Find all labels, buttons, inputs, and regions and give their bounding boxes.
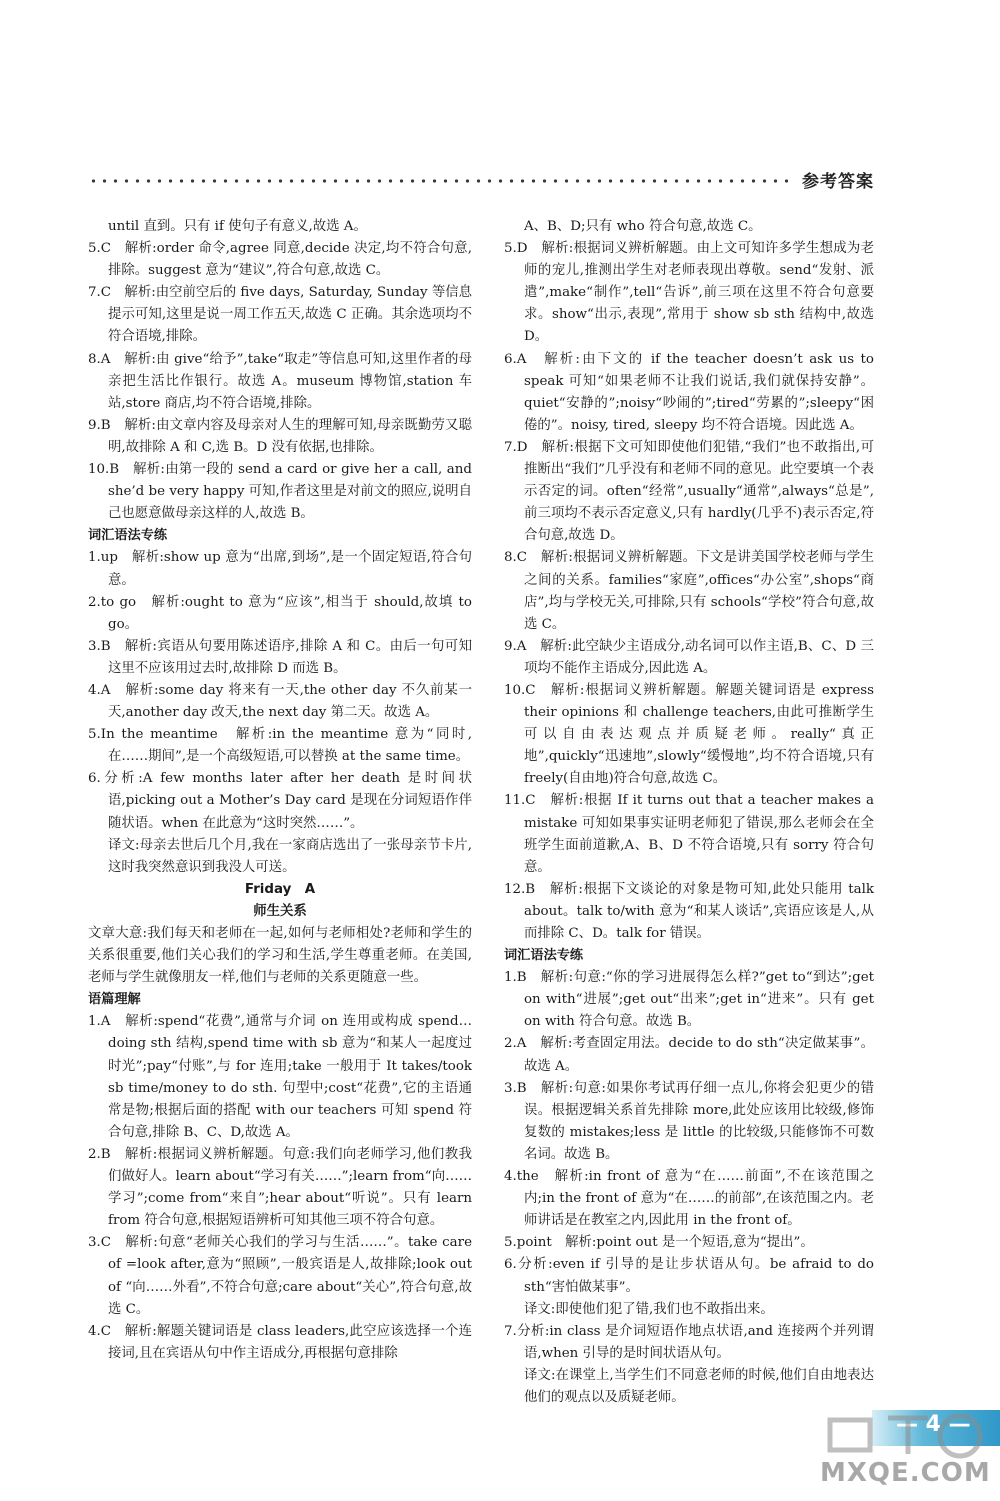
- answer-paragraph: 文章大意:我们每天和老师在一起,如何与老师相处?老师和学生的关系很重要,他们关心我们的学习和生活,学生尊重老师。在美国,老师与学生就像朋友一样,他们与老师的关系更随意一些。: [88, 926, 472, 986]
- centered-heading: 师生关系: [253, 903, 307, 919]
- header-title: 参考答案: [802, 172, 874, 192]
- answer-paragraph: 2.B 解析:根据词义辨析解题。句意:我们向老师学习,他们教我们做好人。learn about“学习有关……”;learn from“向……学习”;come from“来自”;hear about“听说”。只有 learn from 符合句意,根据短语辨析可知其他三项不符合句意。: [88, 1146, 472, 1229]
- header-dotted-rule: [88, 177, 788, 185]
- answer-paragraph: 1.up 解析:show up 意为“出席,到场”,是一个固定短语,符合句意。: [88, 550, 472, 588]
- answer-paragraph: 9.A 解析:此空缺少主语成分,动名词可以作主语,B、C、D 三项均不能作主语成分,因此选 A。: [504, 638, 874, 676]
- answer-paragraph: 2.A 解析:考查固定用法。decide to do sth“决定做某事”。故选 A。: [504, 1036, 874, 1074]
- page-number: — 4 —: [896, 1412, 971, 1437]
- answer-paragraph: 5.C 解析:order 命令,agree 同意,decide 决定,均不符合句意,排除。suggest 意为“建议”,符合句意,故选 C。: [88, 241, 472, 279]
- section-heading: 词汇语法专练: [88, 528, 168, 544]
- answer-paragraph: 3.B 解析:句意:如果你考试再仔细一点儿,你将会犯更少的错误。根据逻辑关系首先排除 more,此处应该用比较级,修饰复数的 mistakes;less 是 little 的比较级,只能修饰不可数名词。故选 B。: [504, 1080, 874, 1162]
- right-column: [504, 216, 874, 1409]
- answer-paragraph: 6.分析:even if 引导的是让步状语从句。be afraid to do sth“害怕做某事”。: [504, 1257, 874, 1295]
- answer-paragraph: 10.C 解析:根据词义辨析解题。解题关键词语是 express their opinions 和 challenge teachers,由此可推断学生可以自由表达观点并质疑老师。really“真正地”,quickly“迅速地”,slowly“缓慢地”,均不符合语境,只有 freely(自由地)符合句意,故选 C。: [504, 682, 874, 787]
- answer-paragraph: 1.B 解析:句意:“你的学习进展得怎么样?”get to“到达”;get on with“进展”;get out“出来”;get in“进来”。只有 get on with 符合句意。故选 B。: [504, 970, 874, 1030]
- answer-paragraph: 1.A 解析:spend“花费”,通常与介词 on 连用或构成 spend…doing sth 结构,spend time with sb 意为“和某人一起度过时光”;pay“付账”,与 for 连用;take 一般用于 It takes/took sb time/money to do sth. 句型中;cost“花费”,它的主语通常是物;根据后面的搭配 with our teachers 可知 spend 符合句意,排除 B、C、D,故选 A。: [88, 1014, 472, 1140]
- answer-paragraph: until 直到。只有 if 使句子有意义,故选 A。: [108, 219, 367, 234]
- answer-paragraph: 4.A 解析:some day 将来有一天,the other day 不久前某一天,another day 改天,the next day 第二天。故选 A。: [88, 682, 472, 721]
- answer-paragraph: 5.point 解析:point out 是一个短语,意为“提出”。: [504, 1235, 814, 1251]
- answer-paragraph: 7.D 解析:根据下文可知即使他们犯错,“我们”也不敢指出,可推断出“我们”几乎没有和老师不同的意见。此空要填一个表示否定的词。often“经常”,usually“通常”,always“总是”,前三项均不表示否定意义,只有 hardly(几乎不)表示否定,符合句意,故选 D。: [504, 439, 874, 544]
- answer-paragraph: 5.In the meantime 解析:in the meantime 意为“同时,在……期间”,是一个高级短语,可以替换 at the same time。: [88, 727, 472, 765]
- answer-paragraph: 6.分析:A few months later after her death 是时间状语,picking out a Mother’s Day card 是现在分词短语作伴随状语。when 在此意为“这时突然……”。: [88, 771, 472, 831]
- answer-paragraph: 8.A 解析:由 give“给予”,take“取走”等信息可知,这里作者的母亲把生活比作银行。故选 A。museum 博物馆,station 车站,store 商店,均不符合语境,排除。: [88, 351, 472, 411]
- watermark-text: MXQE.COM: [820, 1458, 991, 1488]
- answer-paragraph: 译文:母亲去世后几个月,我在一家商店选出了一张母亲节卡片,这时我突然意识到我没人可送。: [108, 837, 472, 875]
- answer-paragraph: A、B、D;只有 who 符合句意,故选 C。: [524, 219, 762, 234]
- centered-heading: Friday A: [244, 881, 316, 897]
- answer-paragraph: 3.C 解析:句意“老师关心我们的学习与生活……”。take care of =look after,意为“照顾”,一般宾语是人,故排除;look out of “向……外看”,不符合句意;care about“关心”,符合句意,故选 C。: [88, 1235, 472, 1317]
- section-heading: 语篇理解: [88, 992, 141, 1008]
- left-column: [88, 216, 472, 1365]
- answer-paragraph: 10.B 解析:由第一段的 send a card or give her a call, and she’d be very happy 可知,作者这里是对前文的照应,说明自己也愿意做母亲这样的人,故选 B。: [88, 462, 472, 522]
- answer-paragraph: 7.分析:in class 是介词短语作地点状语,and 连接两个并列谓语,when 引导的是时间状语从句。: [504, 1323, 874, 1361]
- answer-paragraph: 11.C 解析:根据 If it turns out that a teacher makes a mistake 可知如果事实证明老师犯了错误,那么老师会在全班学生面前道歉,A、B、D 不符合语境,只有 sorry 符合句意。: [504, 793, 874, 875]
- answer-paragraph: 3.B 解析:宾语从句要用陈述语序,排除 A 和 C。由后一句可知这里不应该用过去时,故排除 D 而选 B。: [88, 638, 472, 676]
- answer-paragraph: 12.B 解析:根据下文谈论的对象是物可知,此处只能用 talk about。talk to/with 意为“和某人谈话”,宾语应该是人,从而排除 C、D。talk for 错误。: [504, 881, 874, 941]
- section-heading: 词汇语法专练: [504, 948, 584, 964]
- answer-paragraph: 译文:在课堂上,当学生们不同意老师的时候,他们自由地表达他们的观点以及质疑老师。: [524, 1367, 874, 1405]
- answer-paragraph: 6.A 解析:由下文的 if the teacher doesn’t ask us to speak 可知“如果老师不让我们说话,我们就保持安静”。quiet“安静的”;noisy“吵闹的”;tired“劳累的”;sleepy“困倦的”。noisy, tired, sleepy 均不符合语境。因此选 A。: [504, 351, 874, 433]
- answer-paragraph: 9.B 解析:由文章内容及母亲对人生的理解可知,母亲既勤劳又聪明,故排除 A 和 C,选 B。D 没有依据,也排除。: [88, 417, 472, 455]
- answer-paragraph: 8.C 解析:根据词义辨析解题。下文是讲美国学校老师与学生之间的关系。families“家庭”,offices“办公室”,shops“商店”,均与学校无关,可排除,只有 schools“学校”符合句意,故选 C。: [504, 550, 874, 632]
- answer-paragraph: 2.to go 解析:ought to 意为“应该”,相当于 should,故填 to go。: [88, 594, 472, 632]
- answer-paragraph: 4.C 解析:解题关键词语是 class leaders,此空应该选择一个连接词,且在宾语从句中作主语成分,再根据句意排除: [88, 1323, 472, 1361]
- answer-paragraph: 7.C 解析:由空前空后的 five days, Saturday, Sunday 等信息提示可知,这里是说一周工作五天,故选 C 正确。其余选项均不符合语境,排除。: [88, 285, 472, 345]
- answer-paragraph: 译文:即使他们犯了错,我们也不敢指出来。: [524, 1301, 774, 1317]
- answer-paragraph: 5.D 解析:根据词义辨析解题。由上文可知许多学生想成为老师的宠儿,推测出学生对老师表现出尊敬。send“发射、派遣”,make“制作”,tell“告诉”,前三项在这里不符合句意要求。show“出示,表现”,常用于 show sb sth 结构中,故选 D。: [504, 241, 874, 345]
- answer-paragraph: 4.the 解析:in front of 意为“在……前面”,不在该范围之内;in the front of 意为“在……的前部”,在该范围之内。老师讲话是在教室之内,因此用 in the front of。: [504, 1169, 874, 1229]
